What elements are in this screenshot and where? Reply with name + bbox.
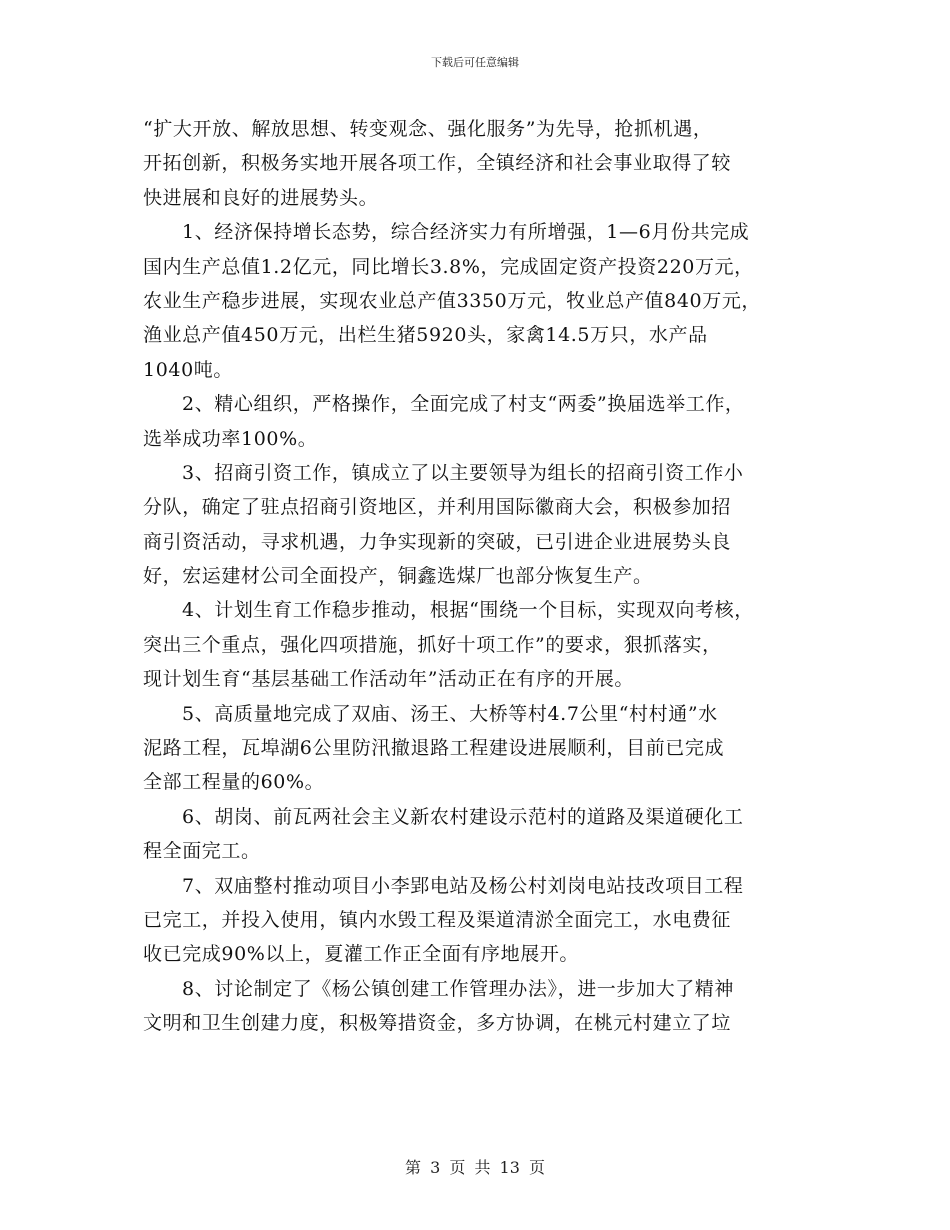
text-line: 泥路工程，瓦埠湖6公里防汛撤退路工程建设进展顺利，目前已完成 <box>143 737 725 760</box>
text-line: 4、计划生育工作稳步推动，根据“围绕一个目标，实现双向考核， <box>182 599 754 622</box>
text-line: “扩大开放、解放思想、转变观念、强化服务”为先导，抢抓机遇， <box>143 118 713 140</box>
page-header: 下载后可任意编辑 <box>431 56 519 69</box>
text-line: 现计划生育“基层基础工作活动年”活动正在有序的开展。 <box>143 668 635 691</box>
text-line: 国内生产总值1.2亿元，同比增长3.8%，完成固定资产投资220万元， <box>143 255 754 278</box>
text-line: 突出三个重点，强化四项措施，抓好十项工作”的要求，狠抓落实， <box>143 633 722 656</box>
text-line: 1040吨。 <box>143 358 233 381</box>
document-body <box>143 112 833 1041</box>
text-line: 2、精心组织，严格操作，全面完成了村支“两委”换届选举工作， <box>182 393 745 416</box>
text-line: 文明和卫生创建力度，积极筹措资金，多方协调，在桃元村建立了垃 <box>143 1012 732 1035</box>
text-line: 商引资活动，寻求机遇，力争实现新的突破，已引进企业进展势头良 <box>143 530 732 553</box>
text-line: 收已完成90%以上，夏灌工作正全面有序地展开。 <box>143 943 580 966</box>
text-line: 选举成功率100%。 <box>143 427 318 450</box>
text-line: 开拓创新，积极务实地开展各项工作，全镇经济和社会事业取得了较 <box>143 152 732 175</box>
text-line: 6、胡岗、前瓦两社会主义新农村建设示范村的道路及渠道硬化工 <box>182 805 744 828</box>
text-line: 7、双庙整村推动项目小李郢电站及杨公村刘岗电站技改项目工程 <box>182 874 744 897</box>
text-line: 1、经济保持增长态势，综合经济实力有所增强，1—6月份共完成 <box>182 221 750 244</box>
text-line: 全部工程量的60%。 <box>143 771 325 794</box>
text-line: 快进展和良好的进展势头。 <box>143 186 379 209</box>
page-footer: 第 3 页 共 13 页 <box>405 1158 545 1177</box>
text-line: 渔业总产值450万元，出栏生猪5920头，家禽14.5万只，水产品 <box>143 324 708 347</box>
text-line: 农业生产稳步进展，实现农业总产值3350万元，牧业总产值840万元， <box>143 289 762 312</box>
text-line: 好，宏运建材公司全面投产，铜鑫选煤厂也部分恢复生产。 <box>143 565 653 588</box>
text-line: 8、讨论制定了《杨公镇创建工作管理办法》，进一步加大了精神 <box>182 977 734 1000</box>
text-line: 3、招商引资工作，镇成立了以主要领导为组长的招商引资工作小 <box>182 461 744 484</box>
text-line: 程全面完工。 <box>143 840 261 863</box>
text-line: 5、高质量地完成了双庙、汤王、大桥等村4.7公里“村村通”水 <box>182 702 718 725</box>
text-line: 已完工，并投入使用，镇内水毁工程及渠道清淤全面完工，水电费征 <box>143 908 732 931</box>
text-line: 分队，确定了驻点招商引资地区，并利用国际徽商大会，积极参加招 <box>143 496 732 519</box>
